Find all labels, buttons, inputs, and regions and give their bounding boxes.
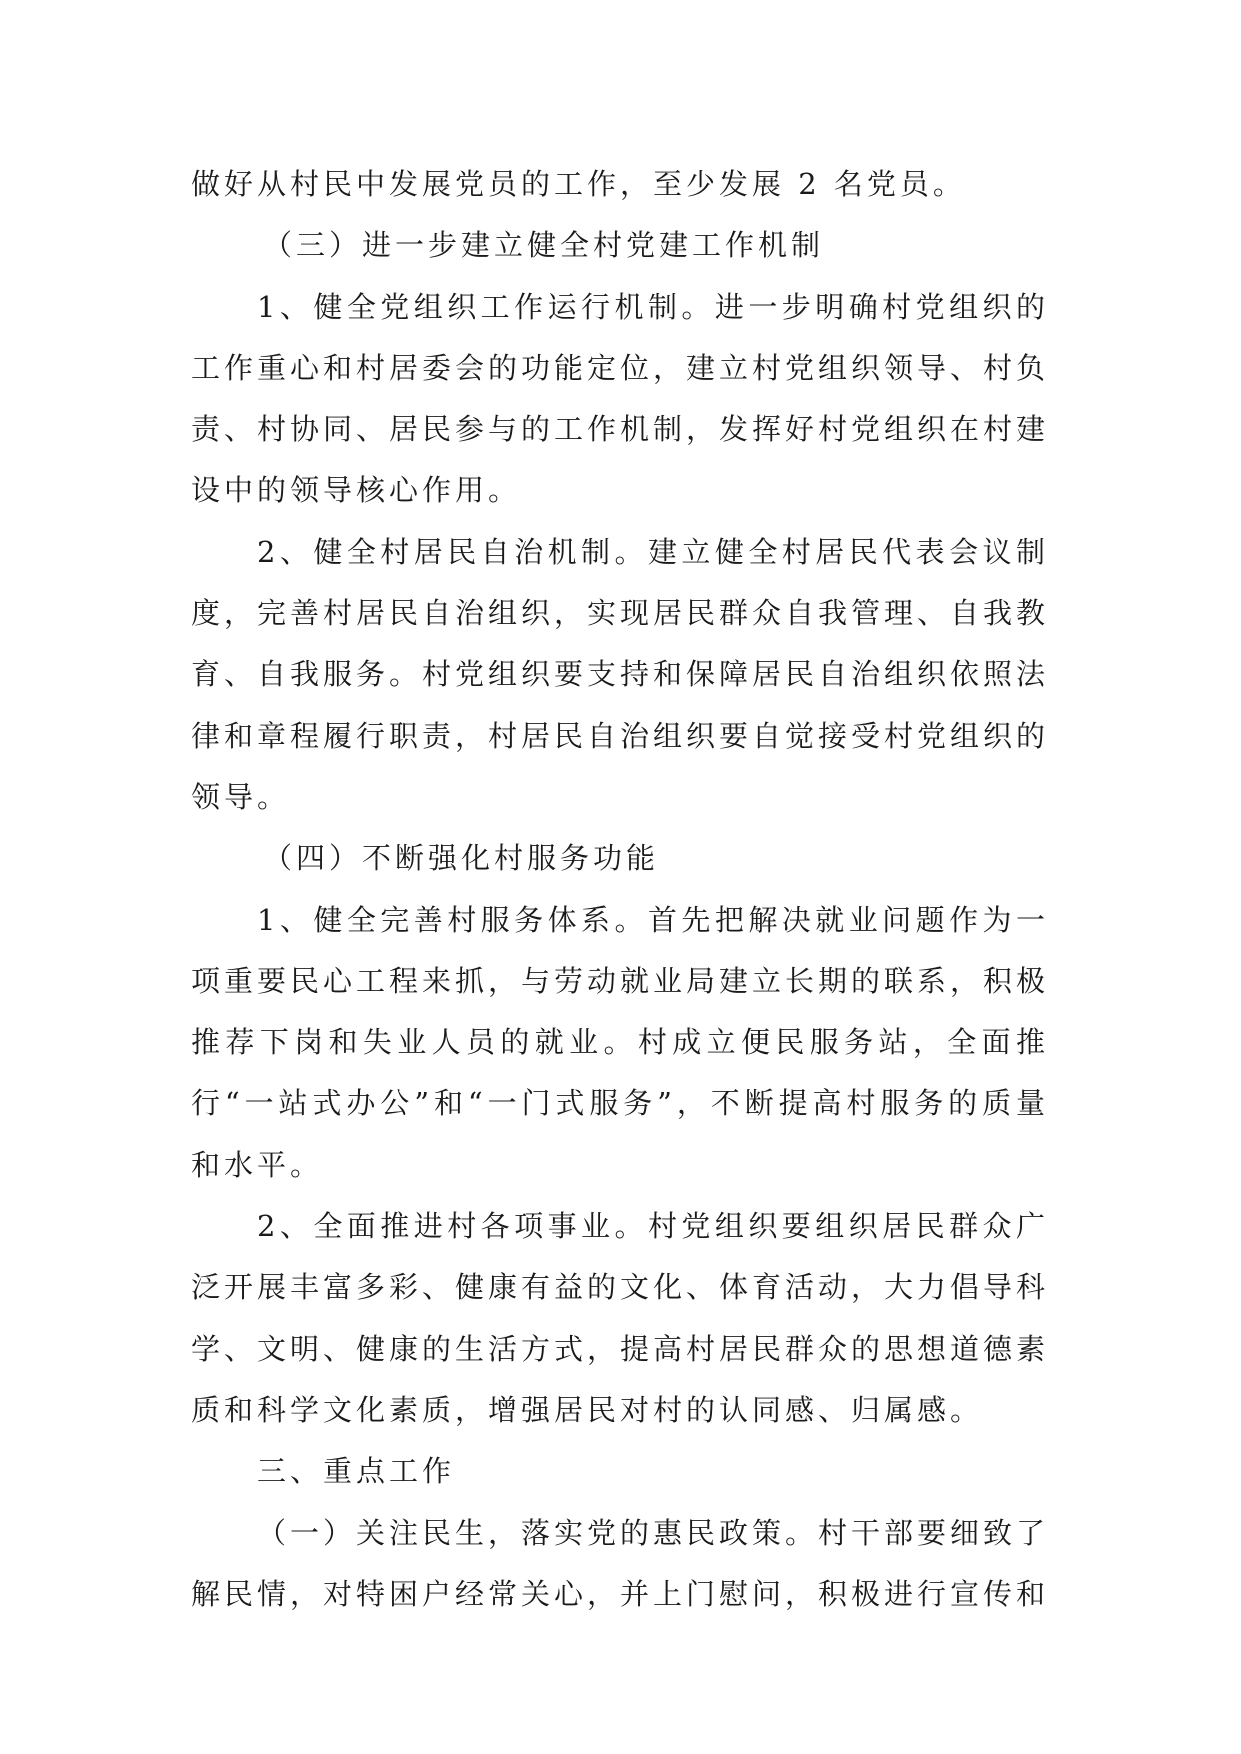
paragraph-party-mechanism: 1、健全党组织工作运行机制。进一步明确村党组织的工作重心和村居委会的功能定位，建立村党组织领导、村负责、村协同、居民参与的工作机制，发挥好村党组织在村建设中的领导核心作用。 (191, 289, 1050, 508)
section-heading-key-work: 三、重点工作 (257, 1454, 456, 1489)
section-heading-3: （三）进一步建立健全村党建工作机制 (263, 228, 825, 263)
document-body (191, 154, 1049, 1625)
paragraph-self-governance: 2、健全村居民自治机制。建立健全村居民代表会议制度，完善村居民自治组织，实现居民群众自我管理、自我教育、自我服务。村党组织要支持和保障居民自治组织依照法律和章程履行职责，村居民自治组织要自觉接受村党组织的领导。 (191, 534, 1050, 814)
paragraph-livelihood: （一）关注民生，落实党的惠民政策。村干部要细致了解民情，对特困户经常关心，并上门慰问，积极进行宣传和 (191, 1515, 1050, 1611)
paragraph-service-system: 1、健全完善村服务体系。首先把解决就业问题作为一项重要民心工程来抓，与劳动就业局建立长期的联系，积极推荐下岗和失业人员的就业。村成立便民服务站，全面推行“一站式办公”和“一门式服务”，不断提高村服务的质量和水平。 (191, 902, 1050, 1182)
paragraph-village-affairs: 2、全面推进村各项事业。村党组织要组织居民群众广泛开展丰富多彩、健康有益的文化、体育活动，大力倡导科学、文明、健康的生活方式，提高村居民群众的思想道德素质和科学文化素质，增强居民对村的认同感、归属感。 (191, 1209, 1050, 1427)
section-heading-4: （四）不断强化村服务功能 (263, 841, 660, 876)
paragraph-continuation: 做好从村民中发展党员的工作，至少发展 2 名党员。 (191, 167, 966, 201)
